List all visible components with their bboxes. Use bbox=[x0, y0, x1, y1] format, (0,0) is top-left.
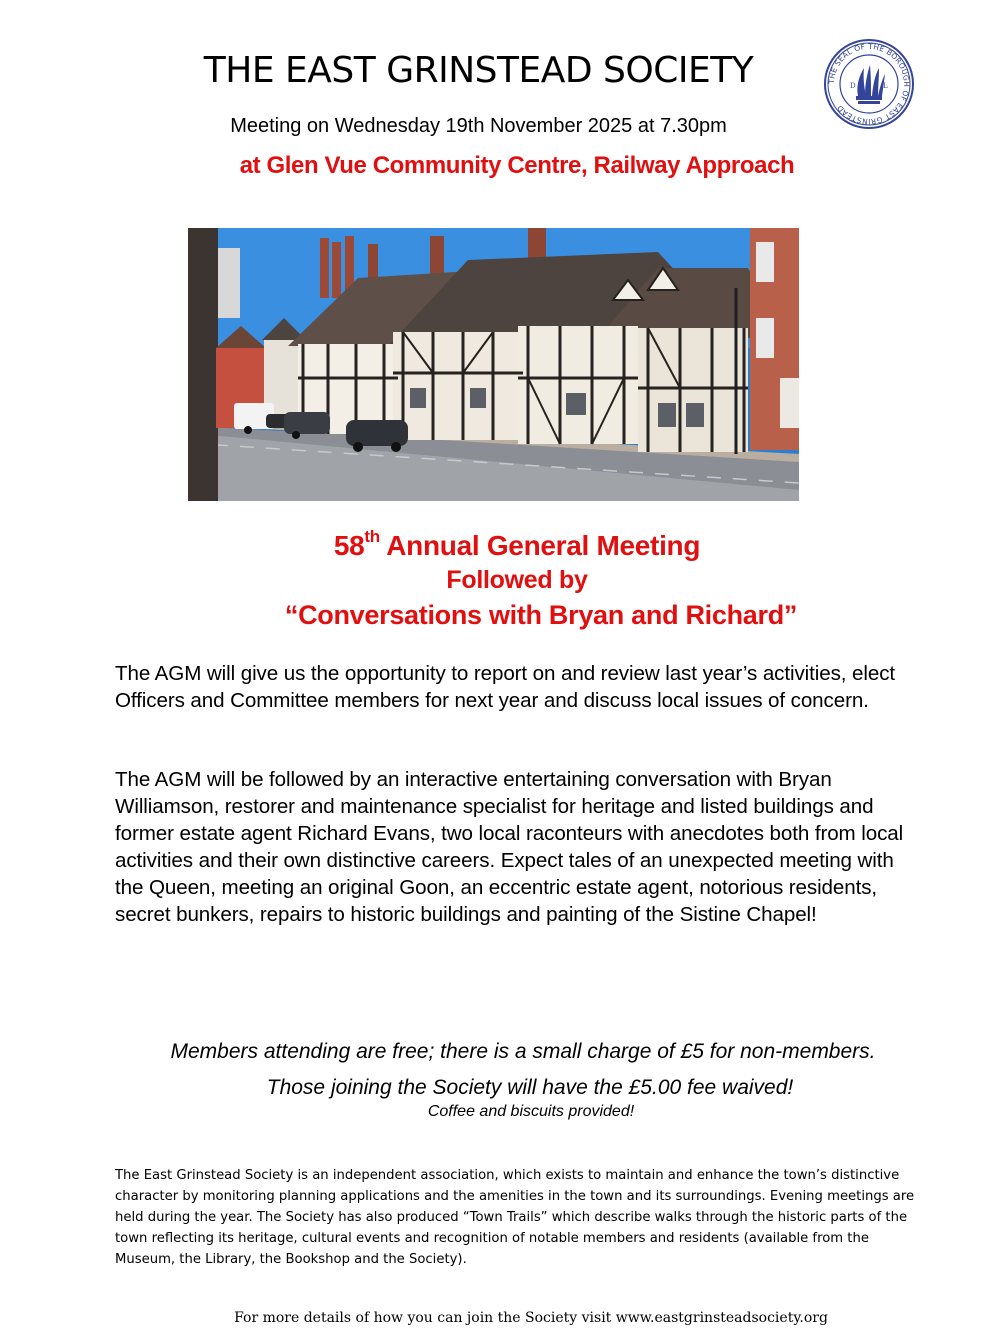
agm-name: Annual General Meeting bbox=[386, 530, 701, 561]
meeting-date: Meeting on Wednesday 19th November 2025 at 7.30pm bbox=[230, 115, 727, 137]
seal-letter-l: L bbox=[883, 82, 888, 90]
agm-description-paragraph: The AGM will give us the opportunity to report on and review last year’s activities, elect Officers and Committee members for next year and discuss local issues of concern. bbox=[115, 662, 896, 712]
members-admission-text: Members attending are free; there is a small charge of £5 for non-members. bbox=[170, 1040, 876, 1063]
footer-website-text: For more details of how you can join the Society visit www.eastgrinsteadsociety.org bbox=[234, 1310, 828, 1326]
meeting-venue: at Glen Vue Community Centre, Railway Approach bbox=[239, 152, 795, 179]
joining-fee-waived-text: Those joining the Society will have the £5.00 fee waived! bbox=[266, 1076, 794, 1099]
seal-letter-d: D bbox=[850, 82, 856, 90]
street-of-historic-timber-framed-houses-image bbox=[188, 228, 799, 501]
talk-title-heading: “Conversations with Bryan and Richard” bbox=[284, 600, 798, 630]
refreshments-text: Coffee and biscuits provided! bbox=[427, 1103, 635, 1120]
page-title: THE EAST GRINSTEAD SOCIETY bbox=[203, 50, 754, 91]
agm-heading bbox=[0, 527, 991, 562]
followed-by-heading: Followed by bbox=[446, 566, 588, 594]
agm-ordinal-number: 58 bbox=[333, 530, 365, 561]
talk-description-paragraph: The AGM will be followed by an interactive entertaining conversation with Bryan Williamson, restorer and maintenance specialist for heritage and listed buildings and former estate agent Richard Evans, two local raconteurs with anecdotes both from local activities and their own distinctive careers. Expect tales of an unexpected meeting with the Queen, meeting an original Goon, an eccentric estate agent, notorious residents, secret bunkers, repairs to historic buildings and painting of the Sistine Chapel! bbox=[115, 768, 904, 926]
society-about-paragraph: The East Grinstead Society is an independent association, which exists to maintain and enhance the town’s distinctive character by monitoring planning applications and the amenities in the town and its surroundings. Evening meetings are held during the year. The Society has also produced “Town Trails” which describe walks through the historic parts of the town reflecting its heritage, cultural events and recognition of notable members and residents (available from the Museum, the Library, the Bookshop and the Society). bbox=[115, 1168, 915, 1267]
agm-ordinal-suffix: th bbox=[364, 527, 380, 546]
seal-ring-text: THE SEAL OF THE BOROUGH OF EAST GRINSTEAD bbox=[826, 41, 912, 127]
